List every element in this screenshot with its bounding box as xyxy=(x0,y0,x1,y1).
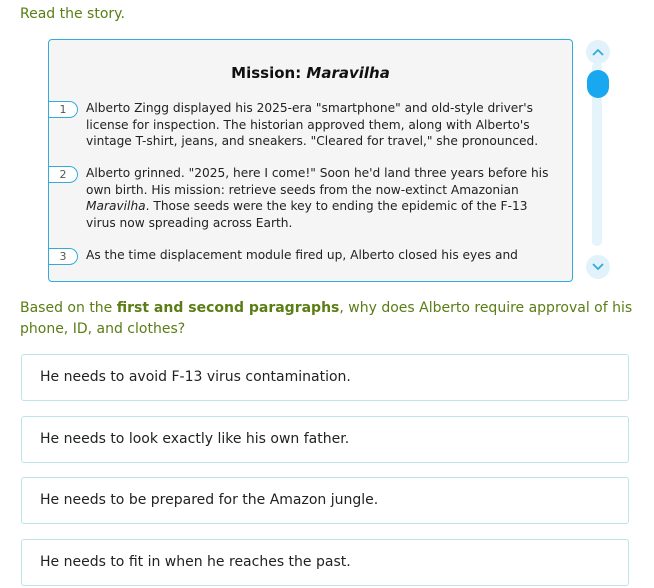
chevron-down-icon xyxy=(591,262,605,272)
paragraph-number-2: 2 xyxy=(49,166,78,183)
scroll-down-button[interactable] xyxy=(586,255,610,279)
paragraph-1: Alberto Zingg displayed his 2025-era "smartphone" and old-style driver's license for inspection. The historian approved them, along with Alberto's vintage T-shirt, jeans, and sneakers. "Cleared for travel," she pronounced. xyxy=(86,101,539,148)
answer-choice-1[interactable]: He needs to avoid F-13 virus contamination. xyxy=(21,354,629,401)
paragraph-number-1: 1 xyxy=(49,101,78,118)
answer-choice-2[interactable]: He needs to look exactly like his own father. xyxy=(21,416,629,463)
chevron-up-icon xyxy=(591,47,605,57)
question-prompt: Based on the first and second paragraphs, why does Alberto require approval of his phone, ID, and clothes? xyxy=(20,300,633,337)
story-title: Mission: Maravilha xyxy=(231,64,390,82)
story-passage[interactable] xyxy=(48,39,573,282)
paragraph-2: Alberto grinned. "2025, here I come!" Soon he'd land three years before his own birth. His mission: retrieve seeds from the now-extinct Amazonian Maravilha. Those seeds were the key to ending the epidemic of the F-13 virus now spreading across Earth. xyxy=(86,166,549,230)
answer-choice-3[interactable]: He needs to be prepared for the Amazon jungle. xyxy=(21,477,629,524)
paragraph-3: As the time displacement module fired up, Alberto closed his eyes and xyxy=(86,248,518,262)
scroll-up-button[interactable] xyxy=(586,40,610,64)
answer-choice-4[interactable]: He needs to fit in when he reaches the past. xyxy=(21,539,629,586)
paragraph-number-3: 3 xyxy=(49,248,78,265)
instruction-text: Read the story. xyxy=(20,6,125,22)
scrollbar-thumb[interactable] xyxy=(587,70,609,98)
